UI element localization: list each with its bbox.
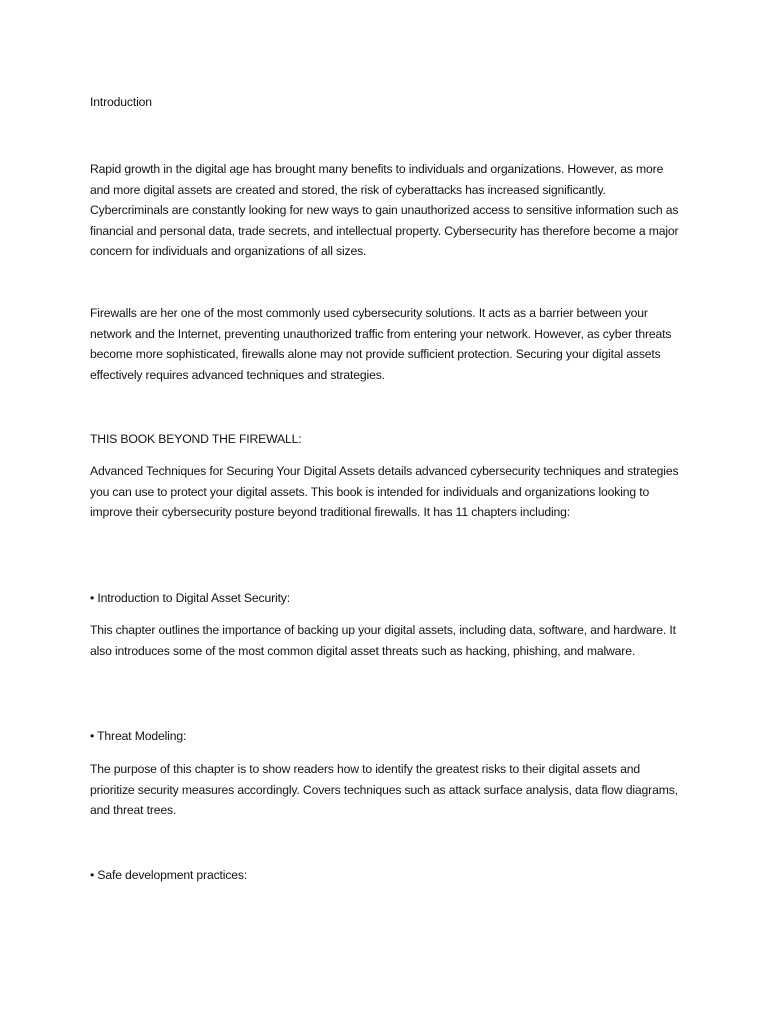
paragraph-book-description: Advanced Techniques for Securing Your Digital Assets details advanced cybersecurity techniques and strategies you can use to protect your digital assets. This book is intended for individuals and organizations looking to improve their cybersecurity posture beyond traditional firewalls. It has 11 chapters including:	[90, 464, 679, 519]
bullet-threat-modeling: • Threat Modeling:	[90, 729, 187, 743]
paragraph-digital-asset-security: This chapter outlines the importance of backing up your digital assets, including data, software, and hardware. It also introduces some of the most common digital asset threats such as hacking, phishing, and malware.	[90, 623, 676, 658]
bullet-safe-development: • Safe development practices:	[90, 868, 248, 882]
book-heading: THIS BOOK BEYOND THE FIREWALL:	[90, 432, 302, 446]
paragraph-rapid-growth: Rapid growth in the digital age has brought many benefits to individuals and organizations. However, as more and more digital assets are created and stored, the risk of cyberattacks has increased significantly. Cybercriminals are constantly looking for new ways to gain unauthorized access to sensitive information such as financial and personal data, trade secrets, and intellectual property. Cybersecurity has therefore become a major concern for individuals and organizations of all sizes.	[90, 162, 679, 258]
bullet-digital-asset-security: • Introduction to Digital Asset Security:	[90, 591, 290, 605]
paragraph-firewalls: Firewalls are her one of the most commonly used cybersecurity solutions. It acts as a barrier between your network and the Internet, preventing unauthorized traffic from entering your network. However, as cyber threats become more sophisticated, firewalls alone may not provide sufficient protection. Securing your digital assets effectively requires advanced techniques and strategies.	[90, 306, 672, 382]
paragraph-threat-modeling: The purpose of this chapter is to show readers how to identify the greatest risks to their digital assets and prioritize security measures accordingly. Covers techniques such as attack surface analysis, data flow diagrams, and threat trees.	[90, 762, 678, 817]
intro-heading: Introduction	[90, 95, 152, 109]
